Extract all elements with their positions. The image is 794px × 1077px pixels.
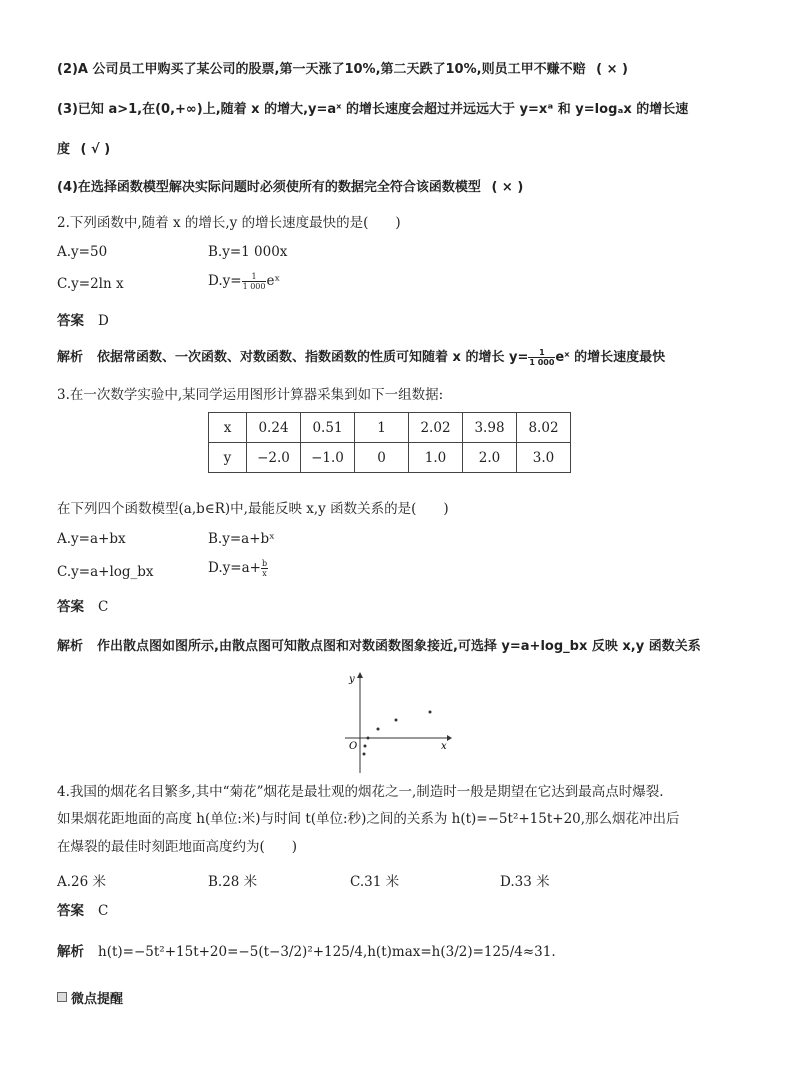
table-cell: x: [209, 413, 247, 443]
table-cell: 8.02: [517, 413, 571, 443]
table-cell: 3.98: [463, 413, 517, 443]
problem-4-stem: 如果烟花距地面的高度 h(单位:米)与时间 t(单位:秒)之间的关系为 h(t)=−5t²+15t+20,那么烟花冲出后: [57, 811, 680, 827]
option-d-suffix: eˣ: [266, 273, 281, 289]
problem-4-stem: 4.我国的烟花名目繁多,其中“菊花”烟花是最壮观的烟花之一,制造时一般是期望在它达到最高点时爆裂.: [57, 784, 664, 800]
judgement-item-4: [57, 178, 523, 198]
data-point: [377, 728, 380, 731]
answer-value: D: [98, 313, 109, 329]
option-d: [208, 272, 280, 291]
table-row: [209, 413, 571, 443]
origin-label: O: [349, 741, 358, 752]
judgement-text: 度: [57, 142, 71, 157]
judgement-item-2: [57, 60, 628, 80]
answer-line: [57, 901, 108, 921]
option-d-prefix: D.y=: [208, 273, 242, 289]
analysis-text: eˣ 的增长速度最快: [555, 350, 666, 365]
data-point: [429, 711, 432, 714]
data-point: [364, 745, 367, 748]
table-cell: 1: [355, 413, 409, 443]
option-b: B.y=1 000x: [208, 244, 288, 260]
table-cell: 2.02: [409, 413, 463, 443]
fraction-numerator: 1: [528, 348, 555, 358]
analysis-text: 依据常函数、一次函数、对数函数、指数函数的性质可知随着 x 的增长 y=: [97, 350, 529, 365]
judgement-item-3-cont: [57, 140, 110, 160]
fraction-denominator: 1 000: [242, 282, 266, 291]
table-cell: −1.0: [301, 443, 355, 473]
option-d: D.33 米: [500, 874, 550, 890]
table-cell: 1.0: [409, 443, 463, 473]
table-cell: 0.51: [301, 413, 355, 443]
judgement-text: (2)A 公司员工甲购买了某公司的股票,第一天涨了10%,第二天跌了10%,则员工甲不赚不赔: [57, 62, 586, 77]
fraction-denominator: x: [262, 569, 267, 578]
analysis-line: [57, 348, 665, 368]
problem-2-stem: 2.下列函数中,随着 x 的增长,y 的增长速度最快的是( ): [57, 215, 401, 231]
problem-4-stem: 在爆裂的最佳时刻距地面高度约为( ): [57, 839, 298, 855]
analysis-label: 解析: [57, 350, 84, 365]
table-cell: 0: [355, 443, 409, 473]
answer-line: [57, 311, 109, 331]
answer-label: 答案: [57, 313, 84, 329]
option-d-prefix: D.y=a+: [208, 560, 261, 576]
section-icon: [57, 992, 67, 1002]
fraction-denominator: 1 000: [529, 358, 555, 367]
analysis-text: 作出散点图如图所示,由散点图可知散点图和对数函数图象接近,可选择 y=a+log_bx 反映 x,y 函数关系: [97, 639, 701, 654]
option-a: A.26 米: [57, 874, 107, 890]
answer-label: 答案: [57, 903, 84, 919]
analysis-label: 解析: [57, 639, 84, 654]
analysis-line: [57, 637, 701, 657]
section-heading-text: 微点提醒: [71, 992, 124, 1007]
problem-3-stem2: 在下列四个函数模型(a,b∈R)中,最能反映 x,y 函数关系的是( ): [57, 501, 449, 517]
x-axis-arrow: [447, 735, 452, 741]
answer-value: C: [98, 599, 109, 615]
data-point: [363, 753, 366, 756]
option-a: A.y=a+bx: [57, 531, 126, 547]
table-cell: 3.0: [517, 443, 571, 473]
table-cell: 0.24: [247, 413, 301, 443]
table-cell: −2.0: [247, 443, 301, 473]
fraction: [242, 272, 267, 291]
option-c: C.y=2ln x: [57, 276, 124, 292]
analysis-line: [57, 942, 556, 962]
judgement-mark: ( √ ): [80, 142, 111, 157]
scatter-plot: [335, 668, 455, 778]
x-axis-label: x: [441, 741, 447, 752]
table-cell: 2.0: [463, 443, 517, 473]
data-point: [367, 737, 370, 740]
option-b: B.y=a+bˣ: [208, 531, 275, 547]
option-b: B.28 米: [208, 874, 258, 890]
problem-3-stem: 3.在一次数学实验中,某同学运用图形计算器采集到如下一组数据:: [57, 387, 444, 403]
fraction: [528, 348, 555, 367]
judgement-text: (4)在选择函数模型解决实际问题时必须使所有的数据完全符合该函数模型: [57, 180, 481, 195]
data-table: [208, 412, 571, 473]
option-c: C.31 米: [350, 874, 400, 890]
answer-label: 答案: [57, 599, 84, 615]
judgement-item-3: [57, 100, 688, 120]
analysis-text: h(t)=−5t²+15t+20=−5(t−3/2)²+125/4,h(t)max=h(3/2)=125/4≈31.: [98, 944, 556, 960]
table-cell: y: [209, 443, 247, 473]
option-c: C.y=a+log_bx: [57, 564, 154, 580]
fraction: [261, 559, 268, 578]
fraction-numerator: b: [261, 559, 268, 568]
analysis-label: 解析: [57, 944, 84, 960]
option-a: A.y=50: [57, 244, 108, 260]
y-axis-arrow: [357, 672, 363, 678]
answer-line: [57, 597, 108, 617]
fraction-numerator: 1: [242, 272, 267, 282]
section-heading: [57, 988, 123, 1007]
table-row: [209, 443, 571, 473]
data-point: [395, 719, 398, 722]
judgement-mark: ( × ): [596, 62, 628, 77]
y-axis-label: y: [349, 674, 355, 685]
option-d: [208, 559, 268, 578]
answer-value: C: [98, 903, 109, 919]
judgement-text: (3)已知 a>1,在(0,+∞)上,随着 x 的增大,y=aˣ 的增长速度会超过并远远大于 y=xᵃ 和 y=logₐx 的增长速: [57, 102, 689, 117]
judgement-mark: ( × ): [491, 180, 524, 195]
